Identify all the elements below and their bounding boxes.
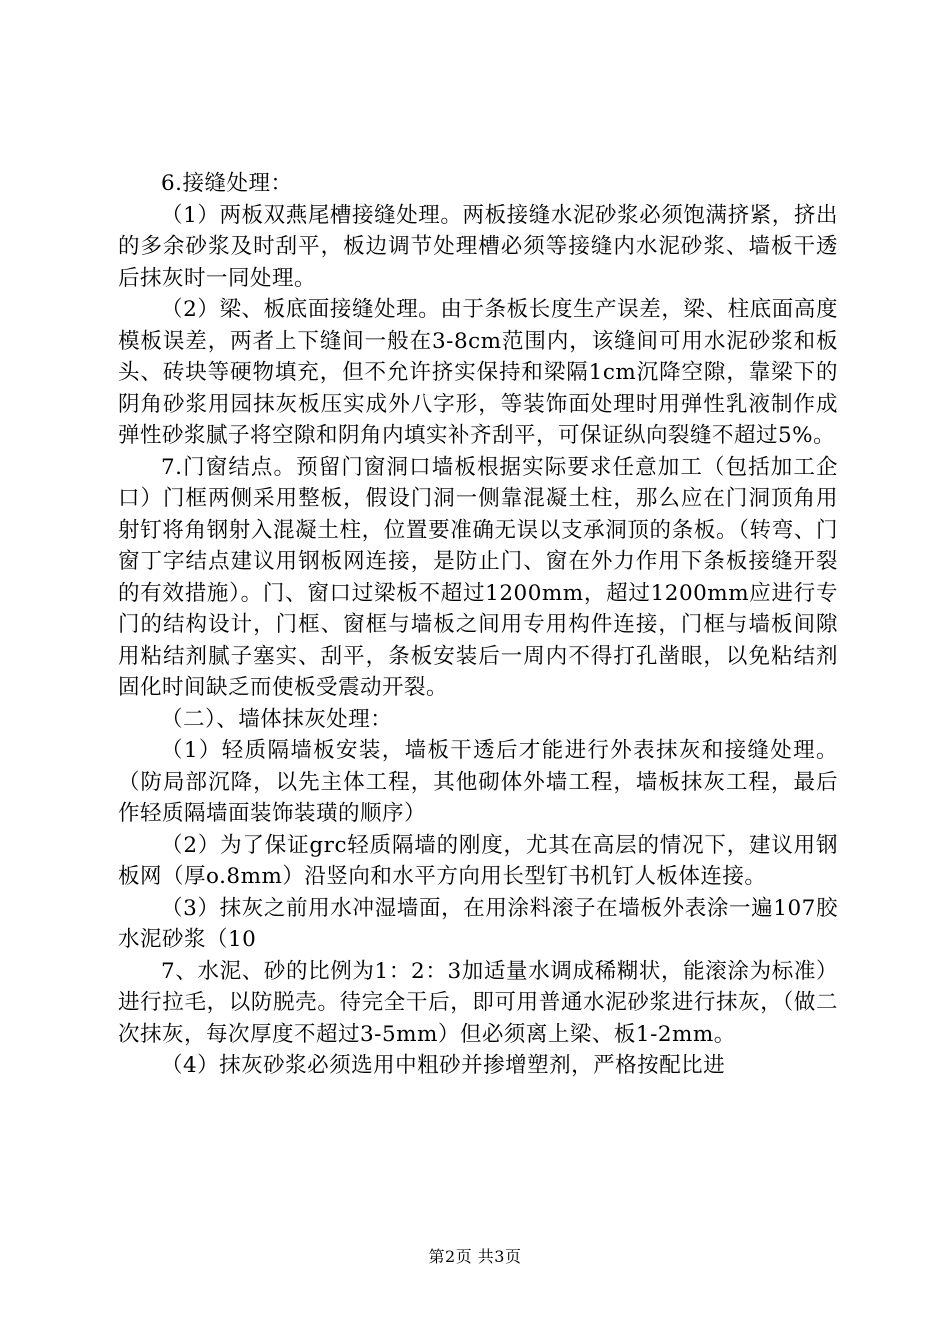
paragraph-plaster-step-2: （2）为了保证grc轻质隔墙的刚度，尤其在高层的情况下，建议用钢板网（厚o.8mm）沿竖向和水平方向用长型钉书机钉人板体连接。	[118, 832, 838, 889]
page-number-footer: 第2页 共3页	[428, 1247, 522, 1266]
paragraph-joint-treatment-heading: 6.接缝处理：	[161, 171, 293, 196]
paragraph-door-window-node: 7.门窗结点。预留门窗洞口墙板根据实际要求任意加工（包括加工企口）门框两侧采用整板，假设门洞一侧靠混凝土柱，那么应在门洞顶角用射钉将角钢射入混凝土柱，位置要准确无误以支承洞顶的条板。（转弯、门窗丁字结点建议用钢板网连接，是防止门、窗在外力作用下条板接缝开裂的有效措施）。门、窗口过梁板不超过1200mm，超过1200mm应进行专门的结构设计，门框、窗框与墙板之间用专用构件连接，门框与墙板间隙用粘结剂腻子塞实、刮平，条板安装后一周内不得打孔凿眼，以免粘结剂固化时间缺乏而使板受震动开裂。	[118, 454, 838, 700]
document-body	[118, 168, 838, 1082]
paragraph-wall-plastering-heading: （二）、墙体抹灰处理：	[161, 706, 393, 732]
paragraph-plaster-step-4: （4）抹灰砂浆必须选用中粗砂并掺增塑剂，严格按配比进	[161, 1053, 726, 1078]
paragraph-plaster-step-1: （1）轻质隔墙板安装，墙板干透后才能进行外表抹灰和接缝处理。（防局部沉降，以先主体工程，其他砌体外墙工程，墙板抹灰工程，最后作轻质隔墙面装饰装璜的顺序）	[118, 738, 838, 826]
paragraph-beam-slab-joint: （2）梁、板底面接缝处理。由于条板长度生产误差，梁、柱底面高度模板误差，两者上下缝间一般在3-8cm范围内，该缝间可用水泥砂浆和板头、砖块等硬物填充，但不允许挤实保持和梁隔1cm沉降空隙，靠梁下的阴角砂浆用园抹灰板压实成外八字形，等装饰面处理时用弹性乳液制作成弹性砂浆腻子将空隙和阴角内填实补齐刮平，可保证纵向裂缝不超过5%。	[118, 297, 838, 448]
paragraph-plaster-step-3: （3）抹灰之前用水冲湿墙面，在用涂料滚子在墙板外表涂一遍107胶水泥砂浆（10	[118, 895, 838, 952]
paragraph-mix-ratio: 7、水泥、砂的比例为1：2：3加适量水调成稀糊状，能滚涂为标准）进行拉毛，以防脱壳。待完全干后，即可用普通水泥砂浆进行抹灰，（做二次抹灰，每次厚度不超过3-5mm）但必须离上梁、板1-2mm。	[118, 958, 838, 1047]
paragraph-dovetail-joint: （1）两板双燕尾槽接缝处理。两板接缝水泥砂浆必须饱满挤紧，挤出的多余砂浆及时刮平，板边调节处理槽必须等接缝内水泥砂浆、墙板干透后抹灰时一同处理。	[118, 202, 838, 291]
